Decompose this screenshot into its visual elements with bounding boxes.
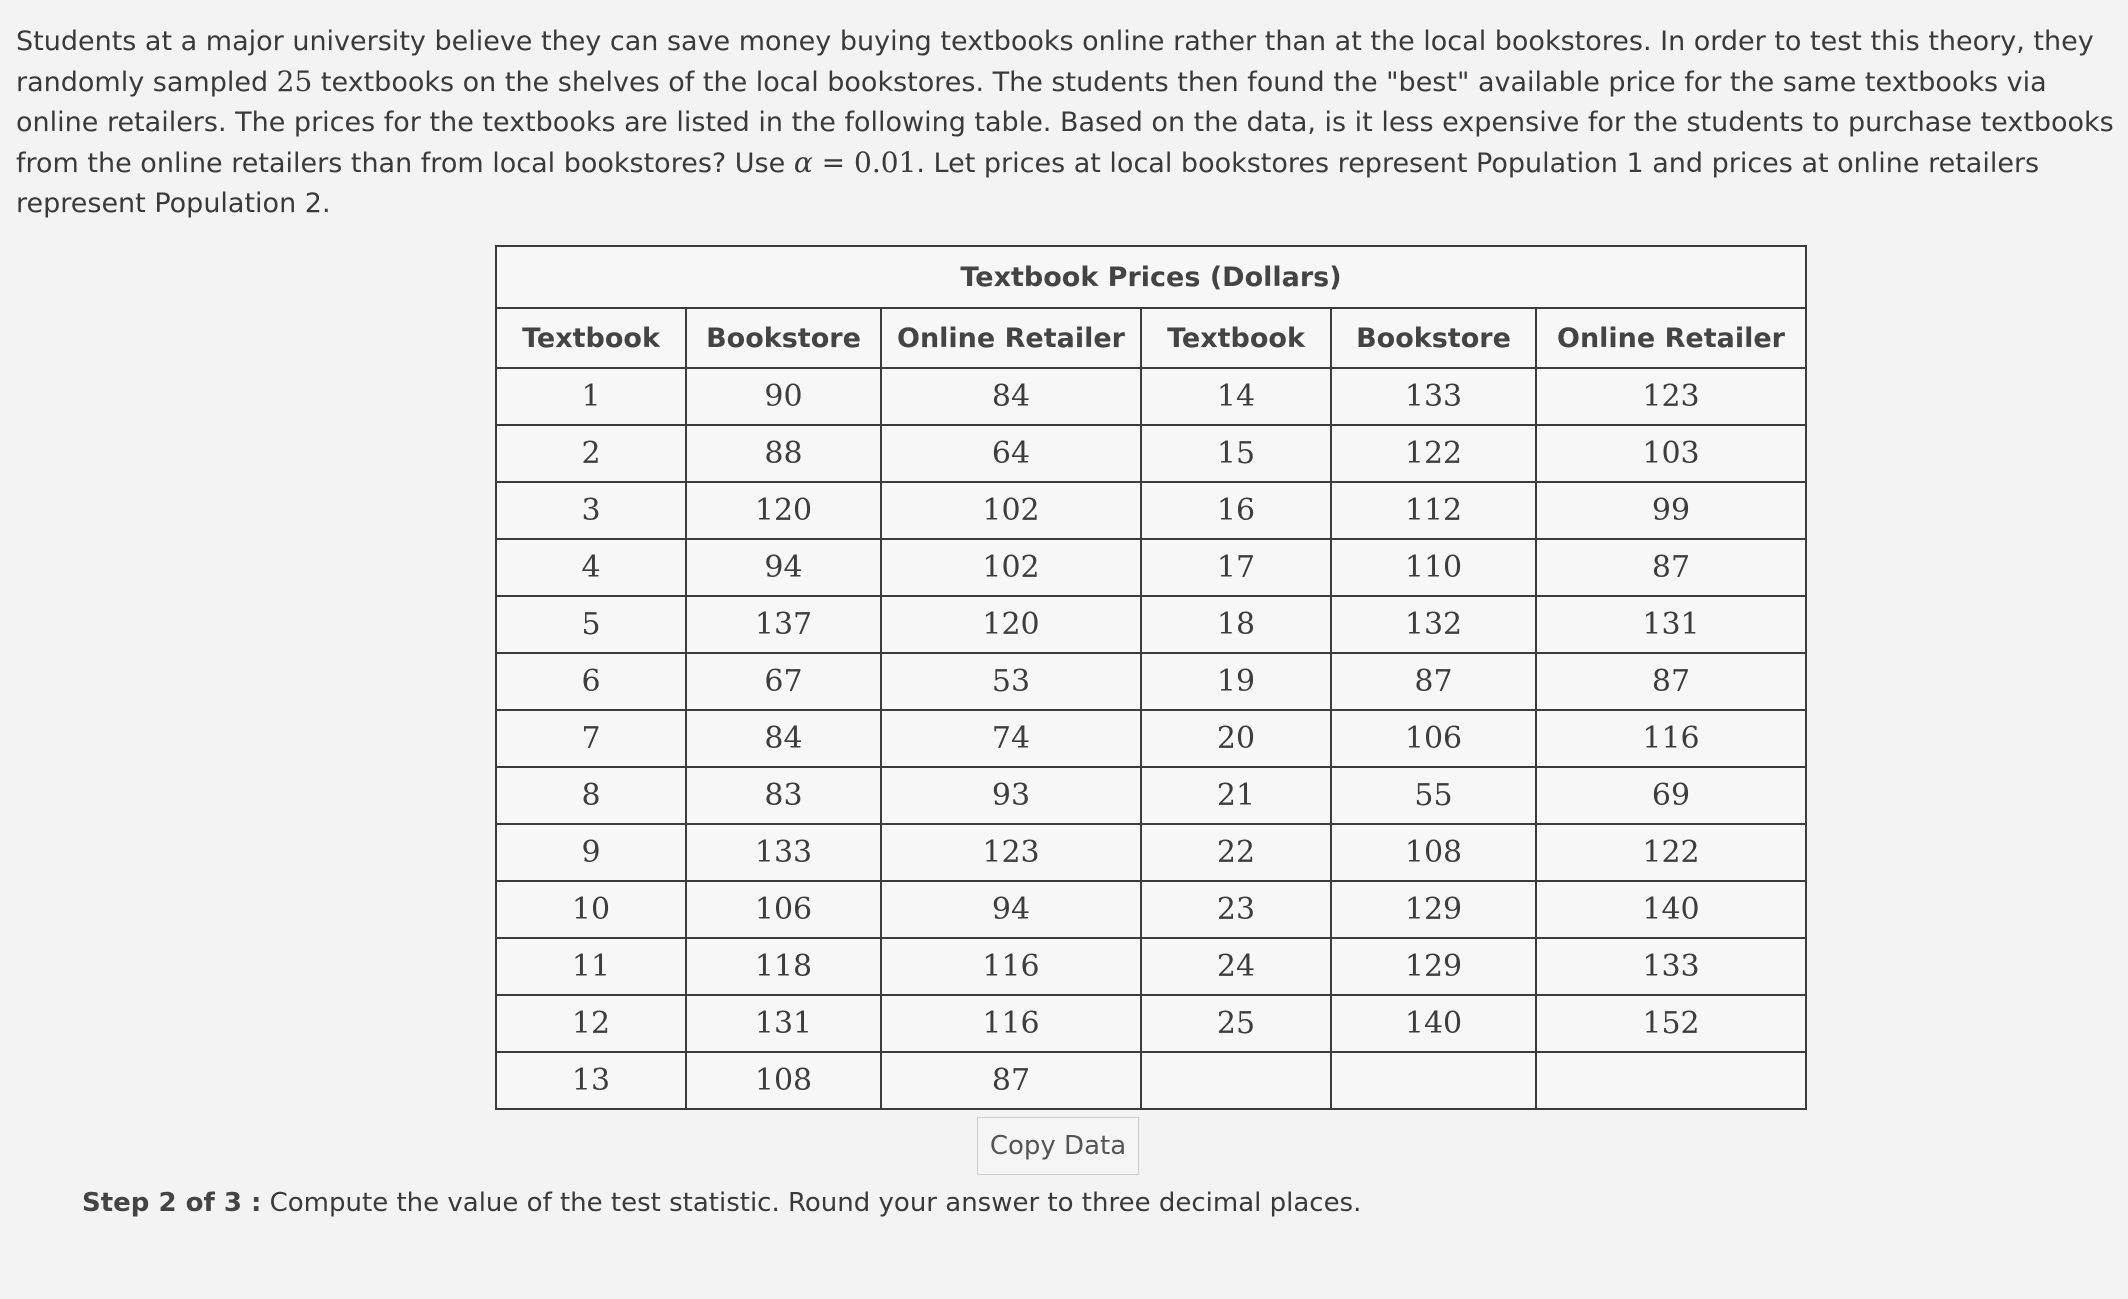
table-cell: 133 bbox=[1331, 368, 1536, 425]
table-cell: 123 bbox=[881, 824, 1141, 881]
table-cell: 108 bbox=[686, 1052, 881, 1109]
table-cell: 118 bbox=[686, 938, 881, 995]
table-cell: 24 bbox=[1141, 938, 1331, 995]
header-bookstore-2: Bookstore bbox=[1331, 308, 1536, 368]
table-cell bbox=[1536, 1052, 1806, 1109]
table-row bbox=[496, 710, 1806, 767]
problem-statement bbox=[16, 22, 2116, 224]
table-cell: 152 bbox=[1536, 995, 1806, 1052]
table-cell: 116 bbox=[881, 995, 1141, 1052]
table-cell: 116 bbox=[881, 938, 1141, 995]
table-cell: 64 bbox=[881, 425, 1141, 482]
table-cell: 9 bbox=[496, 824, 686, 881]
table-cell: 94 bbox=[881, 881, 1141, 938]
table-cell: 102 bbox=[881, 539, 1141, 596]
table-cell: 12 bbox=[496, 995, 686, 1052]
table-cell: 19 bbox=[1141, 653, 1331, 710]
table-cell: 122 bbox=[1331, 425, 1536, 482]
table-cell: 22 bbox=[1141, 824, 1331, 881]
table-row bbox=[496, 824, 1806, 881]
table-cell: 131 bbox=[1536, 596, 1806, 653]
table-cell: 131 bbox=[686, 995, 881, 1052]
table-cell: 2 bbox=[496, 425, 686, 482]
table-cell: 123 bbox=[1536, 368, 1806, 425]
table-cell: 16 bbox=[1141, 482, 1331, 539]
table-cell: 102 bbox=[881, 482, 1141, 539]
header-online-retailer-2: Online Retailer bbox=[1536, 308, 1806, 368]
step-text: Compute the value of the test statistic. Round your answer to three decimal places. bbox=[261, 1188, 1362, 1218]
table-cell: 106 bbox=[686, 881, 881, 938]
table-cell: 8 bbox=[496, 767, 686, 824]
table-row bbox=[496, 1052, 1806, 1109]
table-row bbox=[496, 539, 1806, 596]
table-cell: 99 bbox=[1536, 482, 1806, 539]
table-row bbox=[496, 425, 1806, 482]
table-cell: 17 bbox=[1141, 539, 1331, 596]
step-instruction bbox=[82, 1188, 1361, 1218]
table-cell: 93 bbox=[881, 767, 1141, 824]
table-cell bbox=[1141, 1052, 1331, 1109]
alpha-equals: = bbox=[812, 146, 855, 179]
table-cell: 1 bbox=[496, 368, 686, 425]
table-cell: 87 bbox=[881, 1052, 1141, 1109]
copy-data-button[interactable]: Copy Data bbox=[977, 1117, 1139, 1175]
table-cell: 133 bbox=[1536, 938, 1806, 995]
table-cell: 15 bbox=[1141, 425, 1331, 482]
table-row bbox=[496, 482, 1806, 539]
table-cell: 129 bbox=[1331, 881, 1536, 938]
table-caption: Textbook Prices (Dollars) bbox=[496, 246, 1806, 308]
step-label: Step 2 of 3 : bbox=[82, 1188, 262, 1218]
table-cell: 87 bbox=[1536, 539, 1806, 596]
table-cell: 84 bbox=[881, 368, 1141, 425]
table-cell: 74 bbox=[881, 710, 1141, 767]
table-cell: 23 bbox=[1141, 881, 1331, 938]
table-cell: 14 bbox=[1141, 368, 1331, 425]
table-cell: 25 bbox=[1141, 995, 1331, 1052]
table-row bbox=[496, 767, 1806, 824]
table-cell: 4 bbox=[496, 539, 686, 596]
table-cell: 140 bbox=[1331, 995, 1536, 1052]
table-cell: 112 bbox=[1331, 482, 1536, 539]
table-row bbox=[496, 368, 1806, 425]
table-cell: 116 bbox=[1536, 710, 1806, 767]
table-cell: 137 bbox=[686, 596, 881, 653]
problem-text-2: textbooks on the shelves of the local bookstores. The students then found the "best" available price for the same textbooks via online retailers. The prices for the textbooks are listed in the following table. Based on the data, is it less expensive for the students to purchase textbooks from the online retailers than from local bookstores? Use bbox=[16, 67, 2114, 179]
table-cell: 140 bbox=[1536, 881, 1806, 938]
table-cell: 110 bbox=[1331, 539, 1536, 596]
header-bookstore-1: Bookstore bbox=[686, 308, 881, 368]
table-cell: 87 bbox=[1331, 653, 1536, 710]
table-cell: 122 bbox=[1536, 824, 1806, 881]
table-cell: 103 bbox=[1536, 425, 1806, 482]
table-cell: 90 bbox=[686, 368, 881, 425]
table-cell: 5 bbox=[496, 596, 686, 653]
table-cell: 13 bbox=[496, 1052, 686, 1109]
alpha-symbol: α bbox=[793, 146, 813, 179]
table-row bbox=[496, 881, 1806, 938]
table-cell: 106 bbox=[1331, 710, 1536, 767]
table-cell: 120 bbox=[881, 596, 1141, 653]
table-cell: 87 bbox=[1536, 653, 1806, 710]
textbook-prices-table bbox=[495, 245, 1807, 1110]
table-cell: 67 bbox=[686, 653, 881, 710]
header-online-retailer-1: Online Retailer bbox=[881, 308, 1141, 368]
table-cell: 69 bbox=[1536, 767, 1806, 824]
table-body bbox=[496, 368, 1806, 1109]
table-cell: 11 bbox=[496, 938, 686, 995]
table-cell: 18 bbox=[1141, 596, 1331, 653]
table-cell: 120 bbox=[686, 482, 881, 539]
header-textbook-1: Textbook bbox=[496, 308, 686, 368]
table-cell: 10 bbox=[496, 881, 686, 938]
alpha-expression bbox=[794, 146, 917, 179]
table-cell: 108 bbox=[1331, 824, 1536, 881]
problem-text-3: . Let prices at local bookstores represent Population 1 and prices at online retailers represent Population 2. bbox=[16, 148, 2040, 219]
table-cell: 6 bbox=[496, 653, 686, 710]
table-cell: 83 bbox=[686, 767, 881, 824]
table-cell: 132 bbox=[1331, 596, 1536, 653]
table-row bbox=[496, 938, 1806, 995]
table-cell bbox=[1331, 1052, 1536, 1109]
table-cell: 84 bbox=[686, 710, 881, 767]
table-cell: 3 bbox=[496, 482, 686, 539]
alpha-value: 0.01 bbox=[854, 146, 917, 179]
table-cell: 7 bbox=[496, 710, 686, 767]
problem-text-1: Students at a major university believe they can save money buying textbooks online rather than at the local bookstores. In order to test this theory, they randomly sampled bbox=[16, 26, 2094, 98]
table-cell: 129 bbox=[1331, 938, 1536, 995]
header-row bbox=[496, 308, 1806, 368]
table-cell: 94 bbox=[686, 539, 881, 596]
table-cell: 21 bbox=[1141, 767, 1331, 824]
table-cell: 53 bbox=[881, 653, 1141, 710]
table-row bbox=[496, 653, 1806, 710]
table-cell: 20 bbox=[1141, 710, 1331, 767]
table-cell: 133 bbox=[686, 824, 881, 881]
sample-size: 25 bbox=[276, 65, 313, 98]
table-cell: 88 bbox=[686, 425, 881, 482]
table-cell: 55 bbox=[1331, 767, 1536, 824]
table-row bbox=[496, 995, 1806, 1052]
table-row bbox=[496, 596, 1806, 653]
header-textbook-2: Textbook bbox=[1141, 308, 1331, 368]
